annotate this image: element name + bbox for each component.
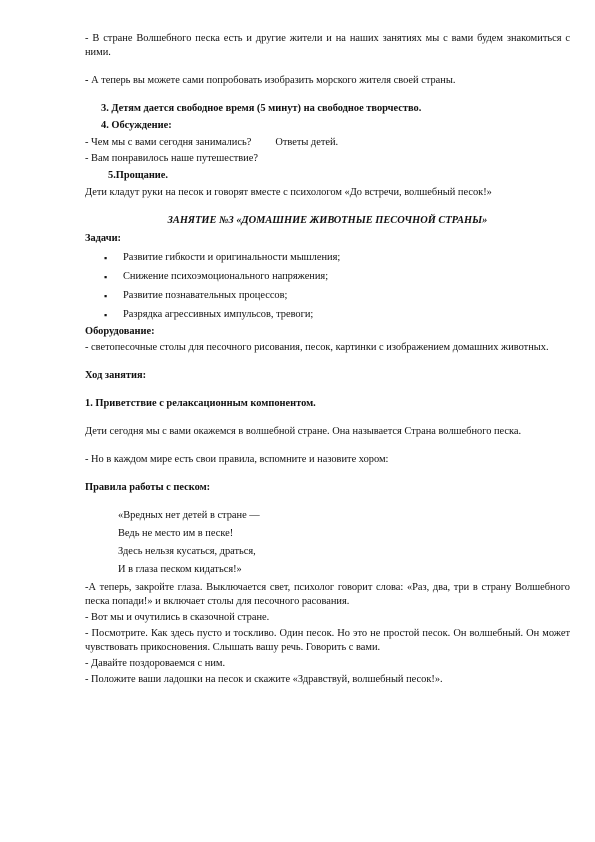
poem-line: Ведь не место им в песке! (118, 528, 234, 539)
tasks-list (85, 251, 570, 322)
list-item (85, 308, 570, 322)
square-bullet-icon: ▪ (104, 253, 108, 263)
poem-line: «Вредных нет детей в стране — (118, 510, 260, 521)
question-1: - Чем мы с вами сегодня занимались? (85, 137, 252, 148)
square-bullet-icon: ▪ (104, 310, 108, 320)
task-text: Снижение психоэмоционального напряжения; (123, 271, 329, 282)
rules-heading: Правила работы с песком: (85, 482, 211, 493)
task-text: Разрядка агрессивных импульсов, тревоги; (123, 309, 314, 320)
list-item (85, 289, 570, 303)
rules-intro: - Но в каждом мире есть свои правила, вспомните и назовите хором: (85, 454, 389, 465)
list-item (85, 251, 570, 265)
list-item (85, 270, 570, 284)
equipment-heading: Оборудование: (85, 326, 155, 337)
task-text: Развитие гибкости и оригинальности мышления; (123, 252, 341, 263)
intro-paragraph: Дети сегодня мы с вами окажемся в волшебной стране. Она называется Страна волшебного песка. (85, 426, 522, 437)
paragraph-greet: - Давайте поздороваемся с ним. (85, 658, 226, 669)
paragraph-other-inhabitants: - В стране Волшебного песка есть и другие жители и на наших занятиях мы с вами будем знакомиться с ними. (85, 33, 570, 58)
step-4-discussion: 4. Обсуждение: (101, 120, 172, 131)
poem-line: Здесь нельзя кусаться, драться, (118, 546, 256, 557)
square-bullet-icon: ▪ (104, 291, 108, 301)
step-5-farewell: 5.Прощание. (108, 170, 168, 181)
step-1-greeting: 1. Приветствие с релаксационным компонентом. (85, 398, 316, 409)
question-2: - Вам понравилось наше путешествие? (85, 153, 258, 164)
question-1-answer: Ответы детей. (275, 137, 339, 148)
course-heading: Ход занятия: (85, 370, 147, 381)
poem-line: И в глаза песком кидаться!» (118, 564, 242, 575)
paragraph-palms: - Положите ваши ладошки на песок и скажите «Здравствуй, волшебный песок!». (85, 674, 443, 685)
task-text: Развитие познавательных процессов; (123, 290, 288, 301)
paragraph-close-eyes: -А теперь, закройте глаза. Выключается свет, психолог говорит слова: «Раз, два, три в страну Волшебного песка попади!» и включает столы для песочного расования. (85, 582, 570, 607)
lesson-title: ЗАНЯТИЕ №3 «ДОМАШНИЕ ЖИВОТНЫЕ ПЕСОЧНОЙ СТРАНЫ» (167, 215, 488, 226)
paragraph-draw-sea-creature-text: А теперь вы можете сами попробовать изобразить морского жителя своей страны. (91, 75, 456, 86)
poem (85, 509, 570, 577)
equipment-text: - светопесочные столы для песочного рисования, песок, картинки с изображением домашних животных. (85, 342, 549, 353)
paragraph-look: - Посмотрите. Как здесь пусто и тоскливо. Один песок. Но это не простой песок. Он волшебный. Он может чувствовать прикосновения. Слышать вашу речь. Говорить с вами. (85, 628, 570, 653)
farewell-text: Дети кладут руки на песок и говорят вместе с психологом «До встречи, волшебный песок!» (85, 187, 492, 198)
paragraph-found-ourselves: - Вот мы и очутились в сказочной стране. (85, 612, 270, 623)
tasks-heading: Задачи: (85, 233, 122, 244)
dash-prefix: - (85, 75, 92, 86)
square-bullet-icon: ▪ (104, 272, 108, 282)
paragraph-draw-sea-creature (85, 74, 570, 88)
document-page (85, 32, 570, 687)
question-row-1 (85, 136, 570, 150)
step-3-free-time: 3. Детям дается свободное время (5 минут) на свободное творчество. (101, 103, 422, 114)
